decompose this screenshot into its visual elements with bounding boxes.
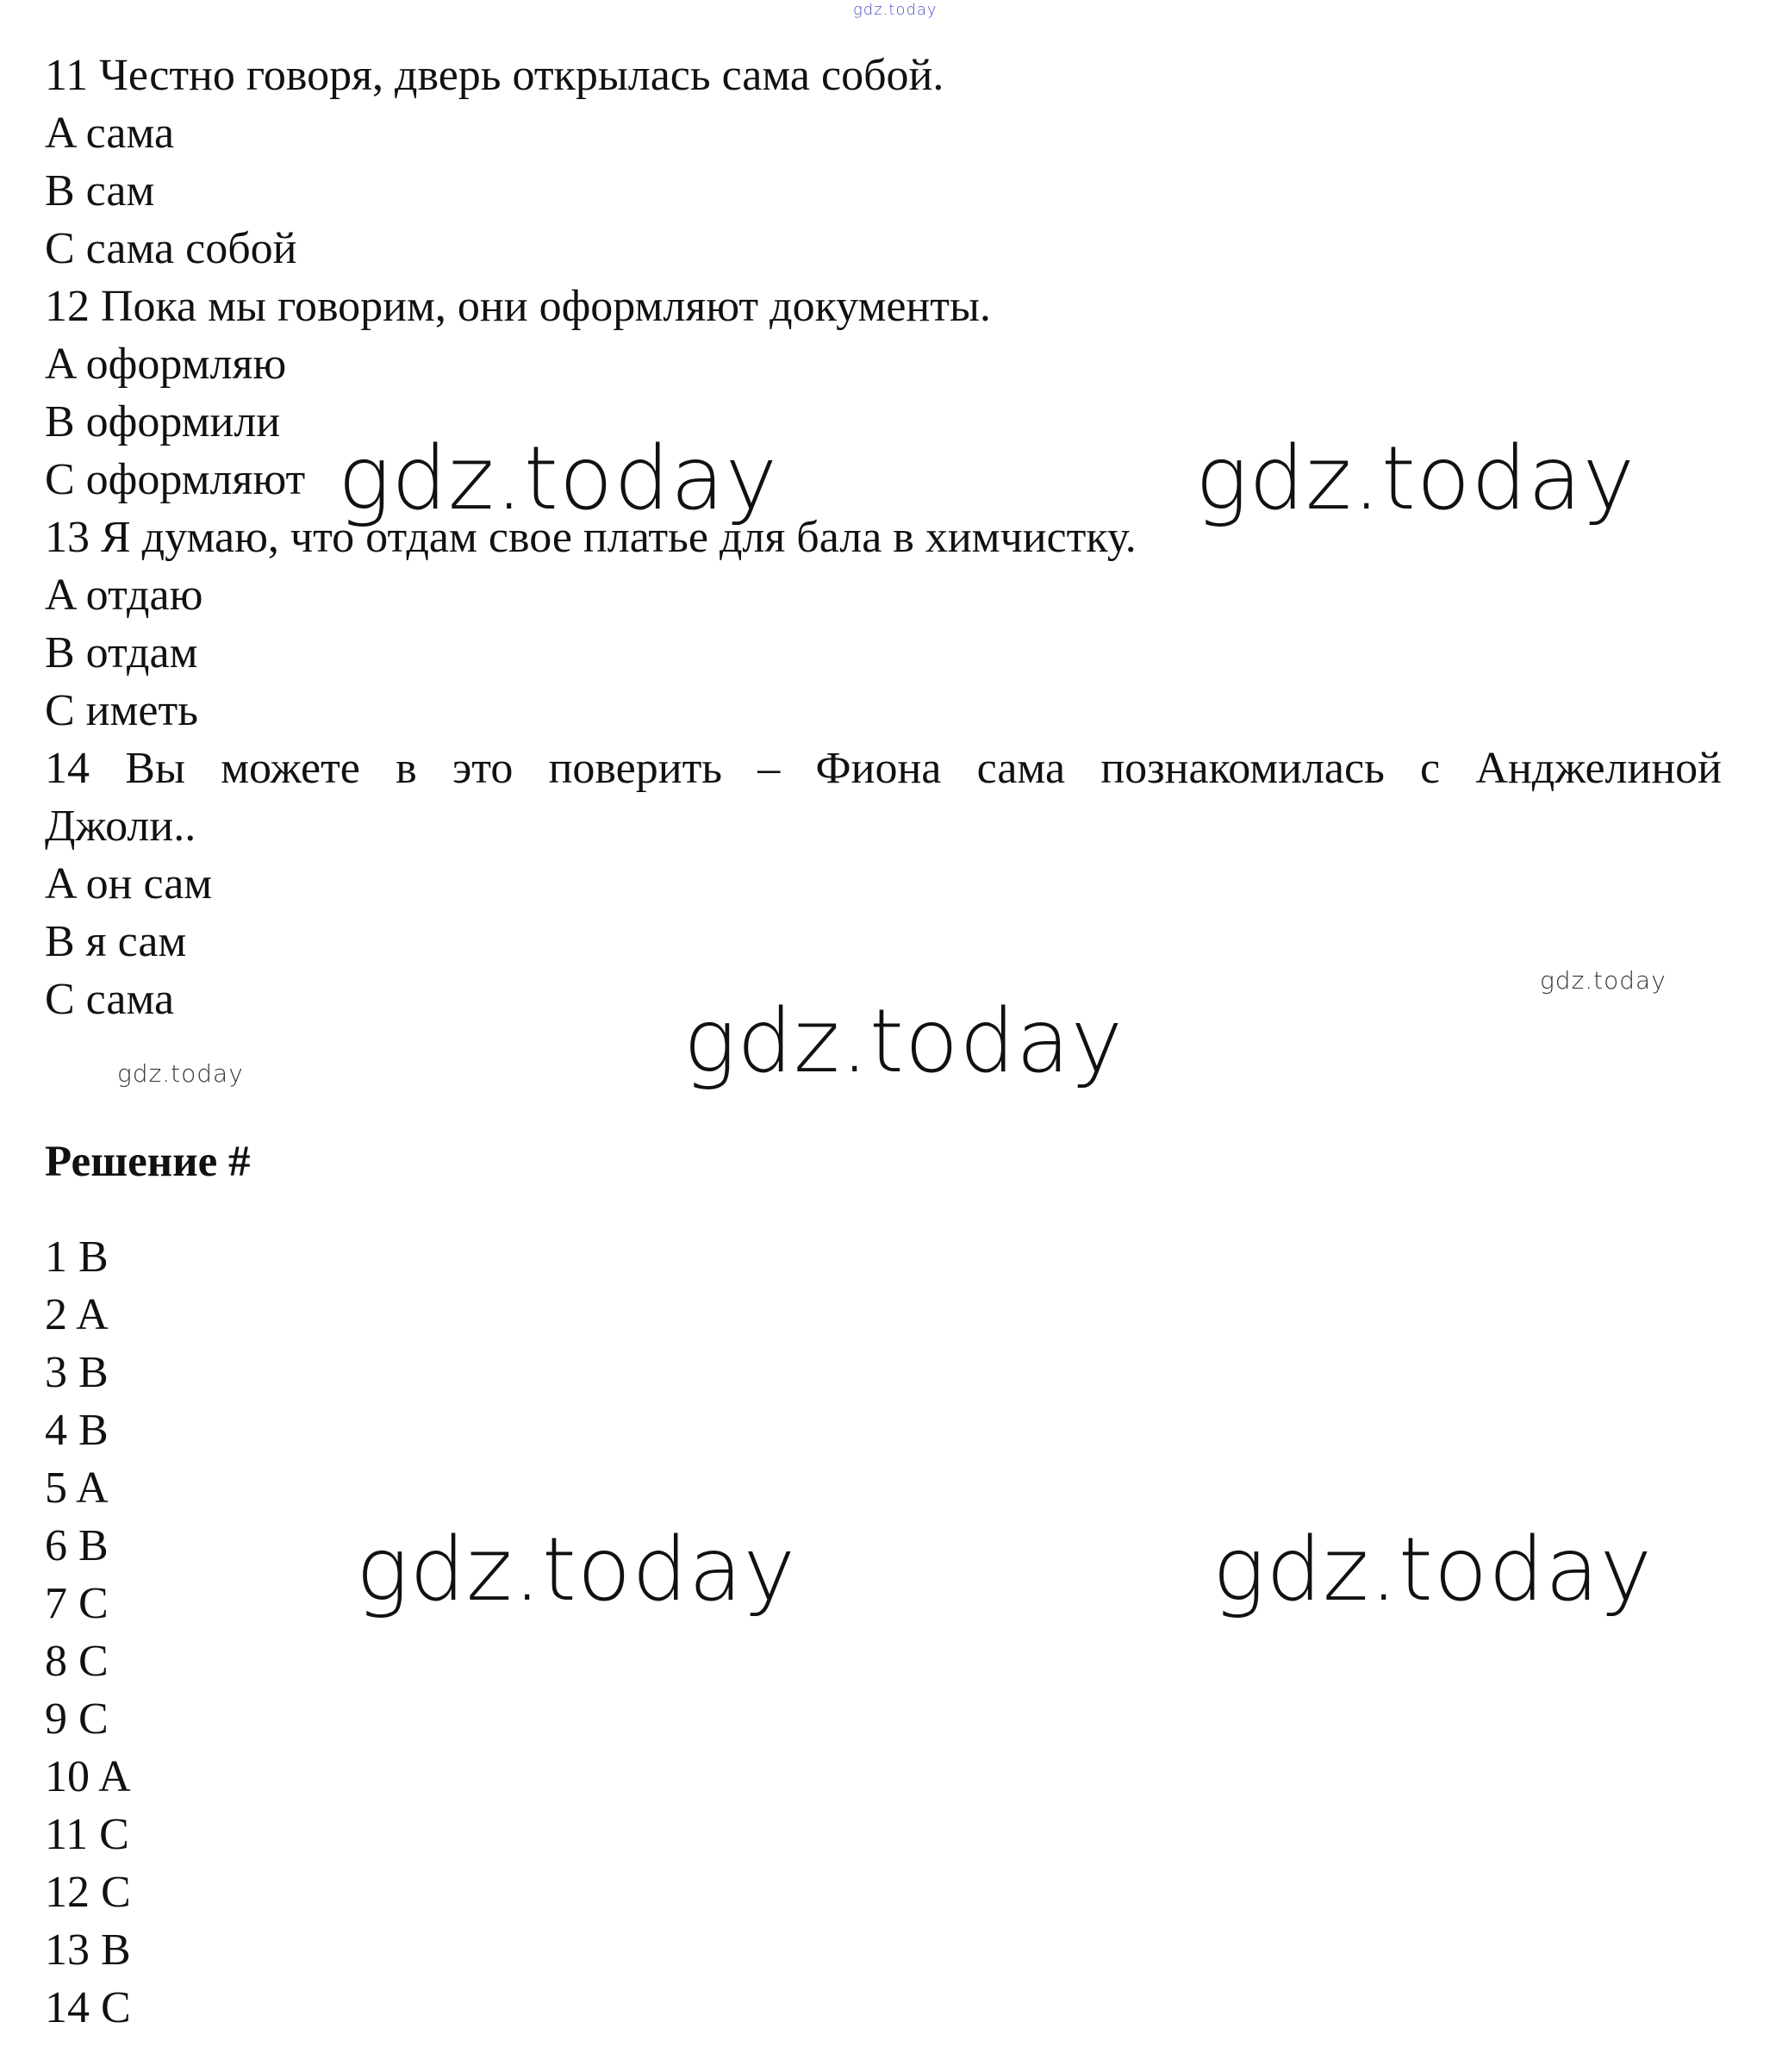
question-14-prompt-line-1: 14 Вы можете в это поверить – Фиона сама познакомилась с Анджелиной: [45, 744, 1722, 793]
question-13-option-b: B отдам: [45, 628, 198, 677]
question-11-option-a: A сама: [45, 109, 175, 158]
answer-11: 11 C: [45, 1810, 129, 1859]
watermark-large-3: gdz.today: [683, 990, 1124, 1093]
watermark-large-1: gdz.today: [338, 428, 778, 530]
answer-5: 5 A: [45, 1464, 109, 1513]
question-13-option-a: A отдаю: [45, 571, 203, 620]
answer-13: 13 B: [45, 1925, 131, 1975]
answer-6: 6 B: [45, 1521, 109, 1570]
watermark-small-right: gdz.today: [1540, 966, 1667, 995]
answer-4: 4 B: [45, 1406, 109, 1455]
answer-8: 8 C: [45, 1637, 109, 1686]
question-14-option-c: C сама: [45, 975, 175, 1024]
answer-3: 3 B: [45, 1348, 109, 1397]
answer-14: 14 C: [45, 1983, 131, 2032]
question-14-option-b: B я сам: [45, 917, 187, 966]
answer-9: 9 C: [45, 1694, 109, 1744]
question-12-prompt: 12 Пока мы говорим, они оформляют документы.: [45, 282, 991, 331]
question-11-prompt: 11 Честно говоря, дверь открылась сама собой.: [45, 51, 944, 100]
watermark-top: gdz.today: [853, 1, 938, 19]
answer-10: 10 A: [45, 1752, 131, 1801]
watermark-large-2: gdz.today: [1195, 428, 1636, 530]
question-12-option-b: B оформили: [45, 397, 281, 446]
solution-heading: Решение #: [45, 1138, 251, 1186]
question-14-prompt-line-2: Джоли..: [45, 802, 196, 851]
question-13-prompt: 13 Я думаю, что отдам свое платье для бала в химчистку.: [45, 513, 1137, 562]
question-12-option-a: A оформляю: [45, 340, 287, 389]
answer-7: 7 C: [45, 1579, 109, 1628]
watermark-small-left: gdz.today: [117, 1059, 244, 1088]
watermark-large-4: gdz.today: [356, 1519, 796, 1621]
question-11-option-b: B сам: [45, 166, 155, 215]
watermark-large-5: gdz.today: [1212, 1519, 1653, 1621]
question-13-option-c: C иметь: [45, 686, 198, 735]
question-11-option-c: C сама собой: [45, 224, 297, 273]
answer-1: 1 B: [45, 1233, 109, 1282]
question-14-option-a: A он сам: [45, 859, 213, 908]
answer-2: 2 A: [45, 1290, 109, 1339]
question-12-option-c: C оформляют: [45, 455, 306, 504]
answer-12: 12 C: [45, 1868, 131, 1917]
